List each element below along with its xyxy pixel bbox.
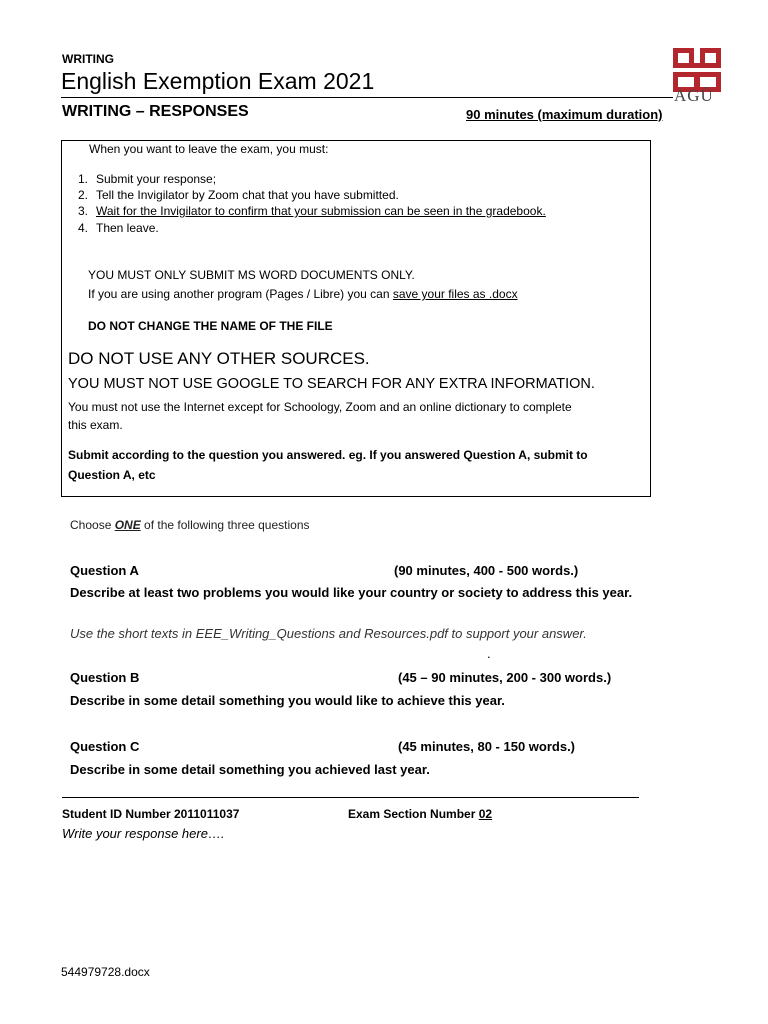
question-a-note: Use the short texts in EEE_Writing_Questions and Resources.pdf to support your answer. [70, 626, 587, 641]
choose-suffix: of the following three questions [140, 518, 310, 532]
step-2 [72, 188, 399, 202]
no-sources-notice: DO NOT USE ANY OTHER SOURCES. [68, 349, 370, 368]
question-a-prompt: Describe at least two problems you would like your country or society to address this year. [70, 585, 633, 600]
exam-section [348, 807, 492, 821]
file-name: 544979728.docx [61, 965, 150, 979]
section-label: WRITING [62, 52, 114, 66]
step-number: 1. [77, 172, 88, 186]
step-text: Tell the Invigilator by Zoom chat that you have submitted. [96, 188, 399, 202]
step-number: 2. [77, 188, 88, 202]
step-number: 4. [77, 221, 88, 235]
exam-section-label: Exam Section Number [348, 807, 479, 821]
logo-text: AGÜ [674, 86, 714, 105]
submit-rule-line1: Submit according to the question you answered. eg. If you answered Question A, submit to [68, 448, 588, 462]
response-area[interactable]: Write your response here…. [62, 826, 225, 841]
exam-section-value: 02 [478, 807, 493, 821]
step-text: Then leave. [96, 221, 159, 235]
step-1 [72, 172, 216, 186]
question-a-title: Question A [70, 563, 139, 578]
duration-note: 90 minutes (maximum duration) [466, 107, 663, 122]
other-program-note [88, 287, 518, 301]
choose-instruction [70, 518, 310, 532]
question-c-meta: (45 minutes, 80 - 150 words.) [398, 739, 576, 754]
page-subtitle: WRITING – RESPONSES [62, 103, 249, 120]
no-rename-notice: DO NOT CHANGE THE NAME OF THE FILE [88, 319, 333, 333]
internet-rule-line2: this exam. [68, 418, 123, 432]
question-b-prompt: Describe in some detail something you would like to achieve this year. [70, 693, 505, 708]
other-program-text: If you are using another program (Pages / Libre) you can [88, 287, 393, 301]
choose-emphasis: ONE [114, 518, 141, 532]
title-underline [61, 97, 673, 98]
save-docx-link[interactable]: save your files as .docx [392, 287, 518, 301]
question-b-title: Question B [70, 670, 140, 685]
step-4 [72, 221, 159, 235]
word-only-notice: YOU MUST ONLY SUBMIT MS WORD DOCUMENTS ONLY. [88, 268, 415, 282]
no-google-notice: YOU MUST NOT USE GOOGLE TO SEARCH FOR ANY EXTRA INFORMATION. [68, 376, 595, 392]
separator-line [62, 797, 639, 798]
page-title: English Exemption Exam 2021 [61, 68, 375, 94]
question-a-meta: (90 minutes, 400 - 500 words.) [394, 563, 579, 578]
step-number: 3. [77, 204, 88, 218]
student-id: Student ID Number 2011011037 [62, 807, 240, 821]
question-c-title: Question C [70, 739, 140, 754]
question-b-meta: (45 – 90 minutes, 200 - 300 words.) [398, 670, 612, 685]
submit-rule-line2: Question A, etc [68, 468, 156, 482]
choose-prefix: Choose [70, 518, 115, 532]
instructions-intro: When you want to leave the exam, you must: [89, 142, 329, 156]
question-c-prompt: Describe in some detail something you achieved last year. [70, 762, 430, 777]
step-3 [72, 204, 546, 218]
step-text: Submit your response; [96, 172, 217, 186]
stray-dot: . [487, 646, 491, 661]
internet-rule-line1: You must not use the Internet except for Schoology, Zoom and an online dictionary to complete [68, 400, 572, 414]
step-text: Wait for the Invigilator to confirm that your submission can be seen in the gradebook. [96, 204, 546, 218]
